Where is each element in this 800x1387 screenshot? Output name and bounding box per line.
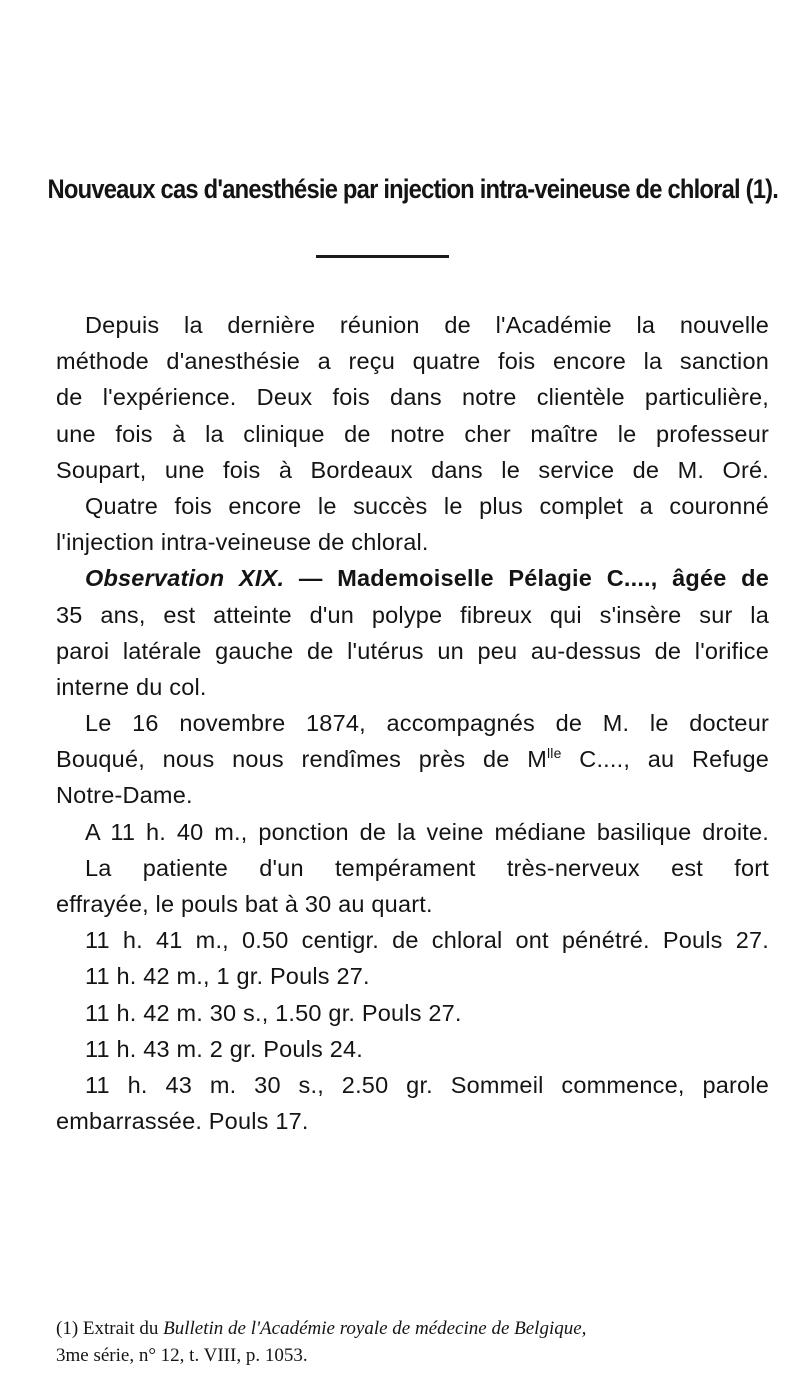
article-body	[56, 307, 769, 1139]
text-line: de l'expérience. Deux fois dans notre clientèle particulière,	[56, 384, 769, 411]
observation-text: — Mademoiselle Pélagie C...., âgée de	[298, 565, 770, 592]
superscript: lle	[546, 745, 562, 762]
article-title: Nouveaux cas d'anesthésie par injection intra-veineuse de chloral (1).	[47, 174, 779, 204]
text-line: Quatre fois encore le succès le plus complet a couronné	[85, 492, 769, 519]
text-line: Le 16 novembre 1874, accompagnés de M. le docteur	[85, 710, 769, 737]
footnote-source: Bulletin de l'Académie royale de médecine de Belgique,	[163, 1318, 587, 1339]
observation-line	[56, 560, 769, 596]
text-line: 35 ans, est atteinte d'un polype fibreux qui s'insère sur la	[56, 601, 769, 628]
text-line: Depuis la dernière réunion de l'Académie la nouvelle	[85, 312, 769, 338]
text-line: l'injection intra-veineuse de chloral.	[56, 529, 429, 556]
text-line: interne du col.	[56, 673, 207, 700]
text-line: Notre-Dame.	[56, 782, 193, 809]
text-line: A 11 h. 40 m., ponction de la veine médiane basilique droite.	[85, 818, 769, 845]
observation-label: Observation XIX.	[85, 565, 285, 592]
text-line: méthode d'anesthésie a reçu quatre fois encore la sanction	[56, 348, 769, 375]
footnote	[56, 1315, 769, 1369]
log-entry: 11 h. 43 m. 30 s., 2.50 gr. Sommeil commence, parole	[85, 1071, 769, 1098]
footnote-line: 3me série, n° 12, t. VIII, p. 1053.	[56, 1345, 308, 1366]
log-entry: 11 h. 43 m. 2 gr. Pouls 24.	[85, 1035, 363, 1062]
log-entry: 11 h. 42 m. 30 s., 1.50 gr. Pouls 27.	[85, 999, 462, 1026]
log-entry: embarrassée. Pouls 17.	[56, 1108, 309, 1135]
text-line: Soupart, une fois à Bordeaux dans le service de M. Oré.	[56, 456, 769, 483]
footnote-line	[56, 1315, 769, 1342]
text-line: une fois à la clinique de notre cher maître le professeur	[56, 420, 769, 447]
text-line: effrayée, le pouls bat à 30 au quart.	[56, 891, 433, 917]
log-entry: 11 h. 42 m., 1 gr. Pouls 27.	[85, 963, 370, 990]
footnote-prefix: (1) Extrait du	[56, 1318, 164, 1339]
log-entry: 11 h. 41 m., 0.50 centigr. de chloral ont pénétré. Pouls 27.	[85, 927, 769, 954]
text-line: La patiente d'un tempérament très-nerveux est fort	[85, 854, 769, 881]
text-fragment: Bouqué, nous nous rendîmes près de M	[56, 746, 547, 773]
text-fragment: C...., au Refuge	[561, 746, 769, 773]
title-rule	[316, 255, 449, 258]
text-line	[56, 741, 769, 777]
text-line: paroi latérale gauche de l'utérus un peu au-dessus de l'orifice	[56, 637, 769, 664]
